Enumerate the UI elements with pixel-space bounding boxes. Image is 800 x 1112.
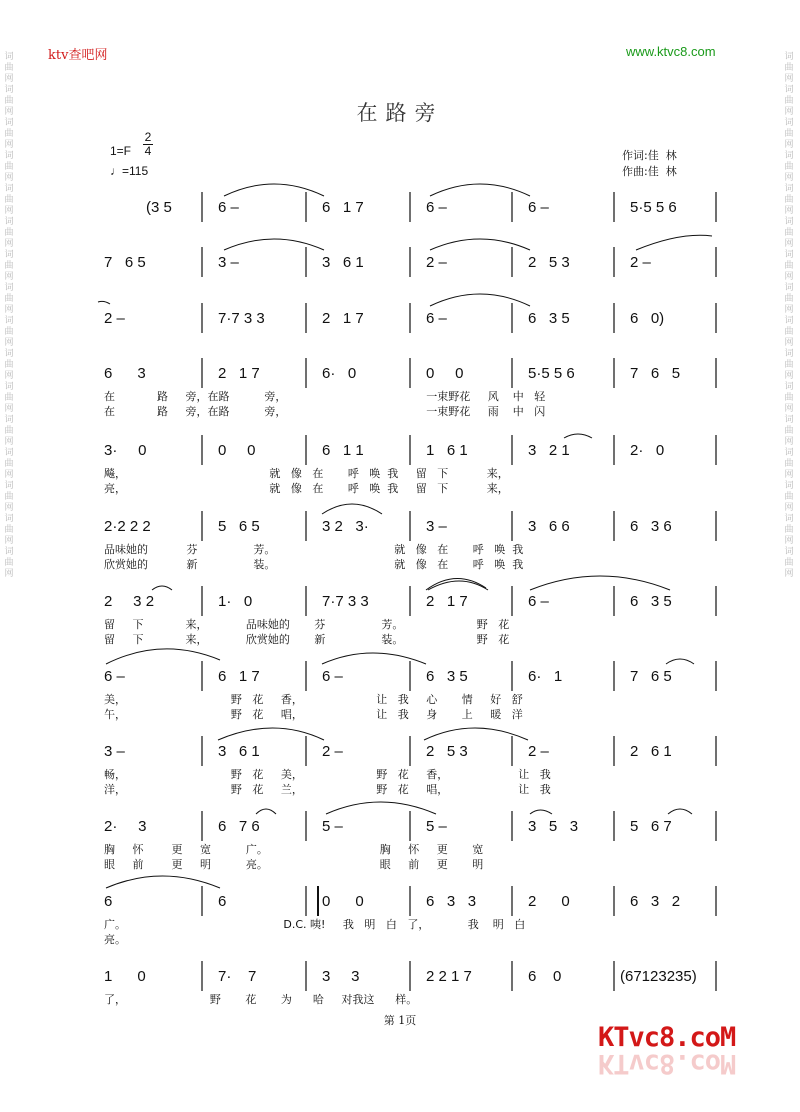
slur [430,239,530,250]
brand-right-link[interactable]: www.ktvc8.com [626,44,716,59]
left-side-watermark: 词曲网词曲网词曲网词曲网词曲网词曲网词曲网词曲网词曲网词曲网词曲网词曲网词曲网词曲网词曲网词曲网 [4,52,14,579]
measure-notes: 0 0 [218,442,256,459]
measure-notes: 7·7 3 3 [218,310,265,327]
measure-notes: 6 3 [104,365,146,382]
measure-notes: 6 – [528,593,549,610]
lyric-line: 在 路 旁，在路 旁， 一束野花 雨 中 闪 [104,405,546,418]
measure-notes: 6 3 5 [630,593,672,610]
measure-notes: 2 1 7 [322,310,364,327]
measure-notes: 5 – [426,818,447,835]
measure-notes: 5 – [322,818,343,835]
measure-notes: 5 6 7 [630,818,672,835]
measure-notes: 3 6 6 [528,518,570,535]
measure-notes: 6 [104,893,113,910]
measure-notes: 2· 3 [104,818,147,835]
measure-notes: 3 – [104,743,125,760]
lyric-line: 留 下 来， 欣赏她的 新 装。 野 花 [104,633,510,646]
measure-notes: 3 6 1 [322,254,364,271]
quarter-note-icon: ♩ [110,164,122,178]
time-top: 2 [144,130,152,144]
measure-notes: 0 0 [426,365,464,382]
lyric-line: 胸 怀 更 宽 广。 胸 怀 更 宽 [104,843,484,856]
measure-notes: 5 6 5 [218,518,260,535]
slur [106,876,220,888]
lyric-line: 美， 野 花 香， 让 我 心 情 好 舒 [104,693,523,706]
measure-notes: (3 5 [146,199,172,216]
slur [564,434,592,438]
measure-notes: 2· 0 [630,442,665,459]
lyric-line: 畅， 野 花 美， 野 花 香， 让 我 [104,768,551,781]
measure-notes: 6 3 5 [528,310,570,327]
credits: 作词:佳 林 作曲:佳 林 [622,149,677,178]
measure-notes: 1 0 [104,968,146,985]
measure-notes: 7 6 5 [630,668,672,685]
ktvc8-logo: KTvc8.coM [598,1022,736,1053]
brand-left-link[interactable]: ktv查吧网 [48,48,108,63]
measure-notes: 6 – [322,668,343,685]
lyric-line: 品味她的 芬 芳。 就 像 在 呼 唤 我 [104,543,524,556]
lyric-line: 洋， 野 花 兰， 野 花 唱， 让 我 [104,783,551,796]
measure-notes: 2 – [104,310,125,327]
measure-notes: 2 – [426,254,447,271]
lyric-line: 飚， 就 像 在 呼 唤 我 留 下 来， [104,467,509,480]
slur [430,294,530,306]
measure-notes: 2 – [322,743,343,760]
measure-notes: 3 – [218,254,239,271]
measure-notes: 7 6 5 [104,254,146,271]
measure-notes: 2 1 7 [426,593,468,610]
measure-notes: 6 – [426,199,447,216]
measure-notes: 6 – [104,668,125,685]
measure-notes: 6 1 7 [218,668,260,685]
slur [668,809,692,814]
lyric-line: 亮， 就 像 在 呼 唤 我 留 下 来， [104,482,509,495]
measure-notes: 3 3 [322,968,360,985]
measure-notes: (67123235) [620,968,697,985]
measure-notes: 6 3 5 [426,668,468,685]
measure-notes: 2 0 [528,893,570,910]
slur [530,576,670,590]
measure-notes: 2·2 2 2 [104,518,151,535]
measure-notes: 6 1 7 [322,199,364,216]
measure-notes: 3 6 1 [218,743,260,760]
measure-notes: 6· 0 [322,365,357,382]
lyric-line: 在 路 旁，在路 旁， 一束野花 风 中 轻 [104,390,546,403]
measure-notes: 6 [218,893,227,910]
slur [636,235,712,250]
lyric-line: 欣赏她的 新 装。 就 像 在 呼 唤 我 [104,558,524,571]
measure-notes: 2 – [528,743,549,760]
slur [430,184,530,196]
measure-notes: 2 5 3 [528,254,570,271]
slur [106,649,220,664]
slur [224,184,324,196]
measure-notes: 2 5 3 [426,743,468,760]
key-signature: 1=F [110,144,132,158]
measure-notes: 0 0 [322,893,364,910]
measure-notes: 3 – [426,518,447,535]
measure-notes: 3 5 3 [528,818,579,835]
measure-notes: 7·7 3 3 [322,593,369,610]
measure-notes: 6 0 [528,968,562,985]
right-side-watermark: 词曲网词曲网词曲网词曲网词曲网词曲网词曲网词曲网词曲网词曲网词曲网词曲网词曲网词曲网词曲网词曲网 [784,52,794,579]
measure-notes: 6 3 2 [630,893,681,910]
measure-notes: 6 – [218,199,239,216]
slur [326,802,436,814]
lyric-line: 午， 野 花 唱， 让 我 身 上 暖 洋 [104,708,523,721]
measure-notes: 5·5 5 6 [630,199,677,216]
slur [218,728,324,740]
ktvc8-logo-reflection: KTvc8.coM [598,1048,736,1079]
time-bottom: 4 [144,144,152,158]
measure-notes: 3 2 3· [322,518,369,535]
measure-notes: 2 3 2 [104,593,155,610]
measure-notes: 5·5 5 6 [528,365,575,382]
measure-notes: 3· 0 [104,442,147,459]
slur [152,586,172,590]
measure-notes: 6 3 3 [426,893,477,910]
measure-notes: 2 1 7 [218,365,260,382]
measure-notes: 1 6 1 [426,442,468,459]
measure-notes: 1· 0 [218,593,253,610]
slur [256,809,276,814]
lyric-line: 了， 野 花 为 哈 对我这 样。 [104,993,418,1006]
slur [428,581,488,590]
slur [666,659,694,664]
lyric-line: 亮。 [104,933,126,946]
measure-notes: 6 1 1 [322,442,364,459]
slur [322,504,382,514]
lyric-line: 留 下 来， 品味她的 芬 芳。 野 花 [104,618,510,631]
measure-notes: 2 2 1 7 [426,968,472,985]
measure-notes: 7 6 5 [630,365,681,382]
measure-notes: 6 7 6 [218,818,260,835]
measure-notes: 6· 1 [528,668,563,685]
slur [224,239,324,250]
page-footer: 第 1页 [383,1014,417,1027]
measure-notes: 6 – [528,199,549,216]
lyric-line: 眼 前 更 明 亮。 眼 前 更 明 [104,858,484,871]
slur [98,301,110,304]
measure-notes: 7· 7 [218,968,257,985]
slur [530,810,552,814]
measure-notes: 6 3 6 [630,518,672,535]
song-title: 在路旁 [356,101,444,125]
measure-notes: 2 – [630,254,651,271]
measure-notes: 3 2 1 [528,442,570,459]
measure-notes: 2 6 1 [630,743,672,760]
measure-notes: 6 – [426,310,447,327]
measure-notes: 6 0) [630,310,665,327]
tempo-value: =115 [122,164,149,178]
lyric-line: 广。 D.C. 咦! 我 明 白 了， 我 明 白 [104,918,526,931]
